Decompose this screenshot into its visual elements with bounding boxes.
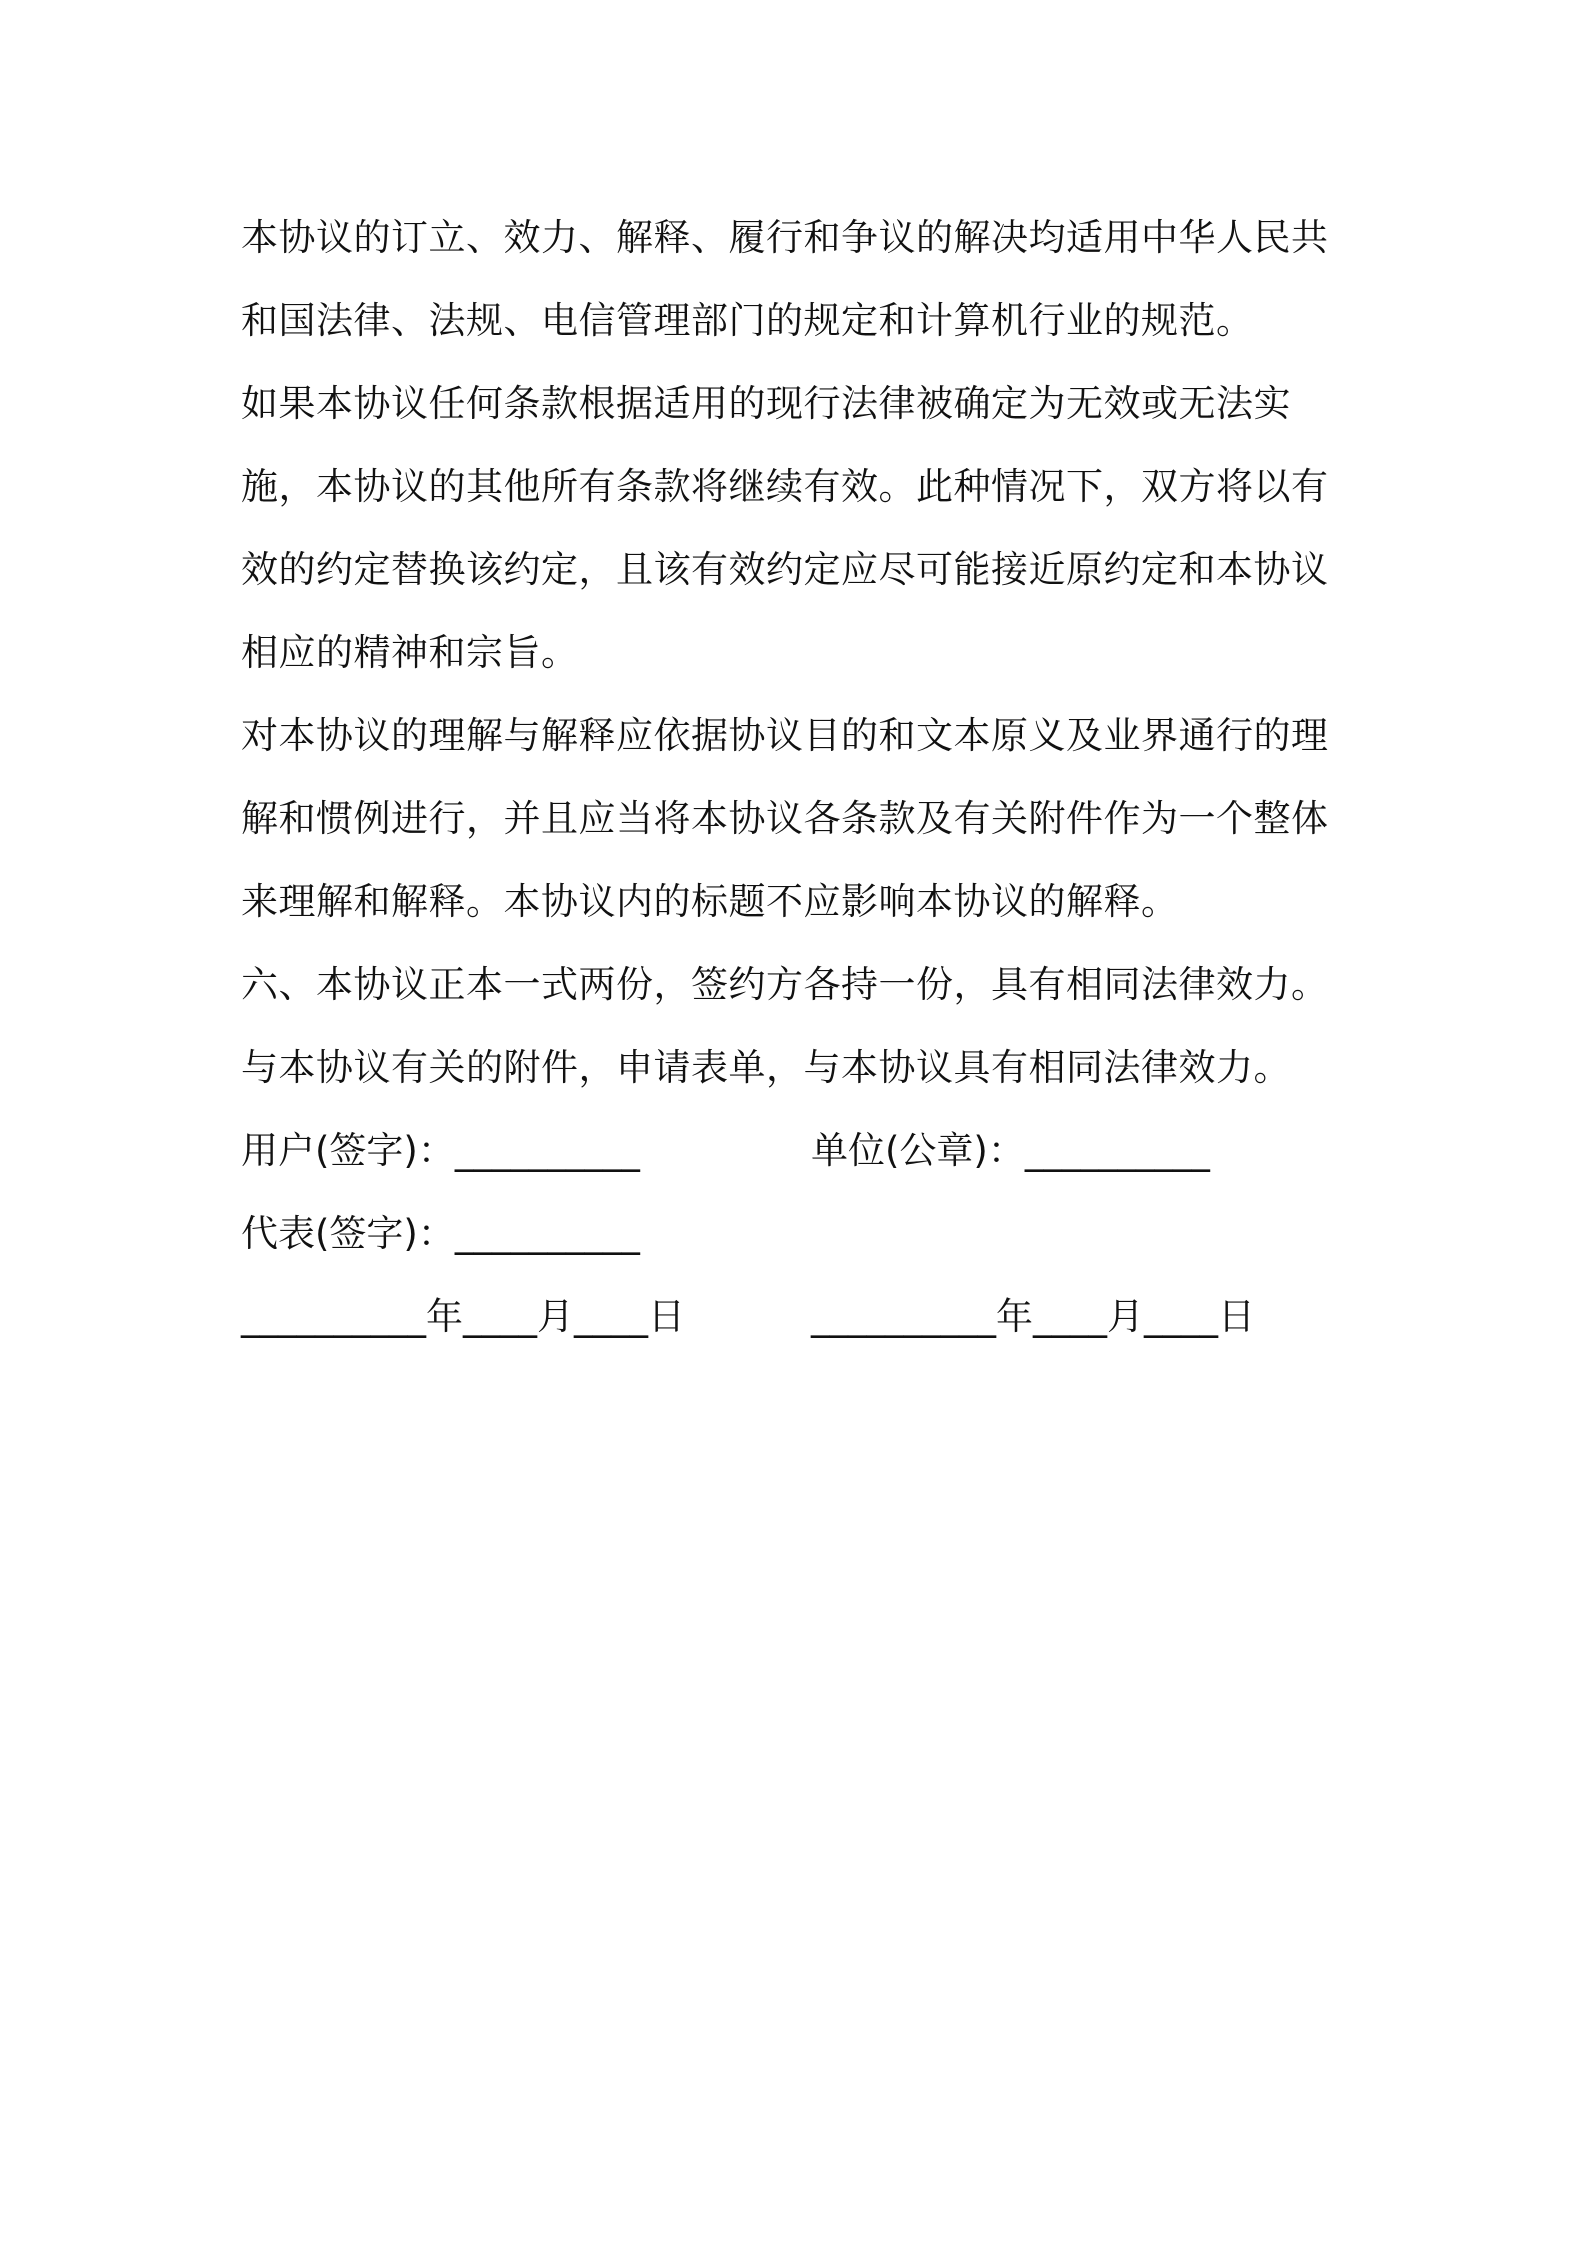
representative-signature-field: 代表(签字)：__________ — [241, 1212, 640, 1255]
paragraph-copies: 六、本协议正本一式两份，签约方各持一份，具有相同法律效力。与本协议有关的附件，申请表单，与本协议具有相同法律效力。 — [241, 963, 1329, 1089]
paragraph-severability: 如果本协议任何条款根据适用的现行法律被确定为无效或无法实施，本协议的其他所有条款将继续有效。此种情况下，双方将以有效的约定替换该约定，且该有效约定应尽可能接近原约定和本协议相应的精神和宗旨。 — [241, 382, 1329, 674]
unit-date-field: __________年____月____日 — [811, 1295, 1255, 1338]
signature-row-2 — [241, 1192, 1361, 1275]
paragraph-governing-law: 本协议的订立、效力、解释、履行和争议的解决均适用中华人民共和国法律、法规、电信管理部门的规定和计算机行业的规范。 — [241, 216, 1329, 342]
document-body — [241, 196, 1361, 1358]
signature-row-1 — [241, 1109, 1361, 1192]
unit-seal-field: 单位(公章)：__________ — [811, 1129, 1210, 1172]
signature-row-3 — [241, 1275, 1361, 1358]
user-date-field: __________年____月____日 — [241, 1295, 685, 1338]
paragraph-interpretation: 对本协议的理解与解释应依据协议目的和文本原义及业界通行的理解和惯例进行，并且应当将本协议各条款及有关附件作为一个整体来理解和解释。本协议内的标题不应影响本协议的解释。 — [241, 714, 1329, 923]
user-signature-field: 用户(签字)：__________ — [241, 1129, 640, 1172]
